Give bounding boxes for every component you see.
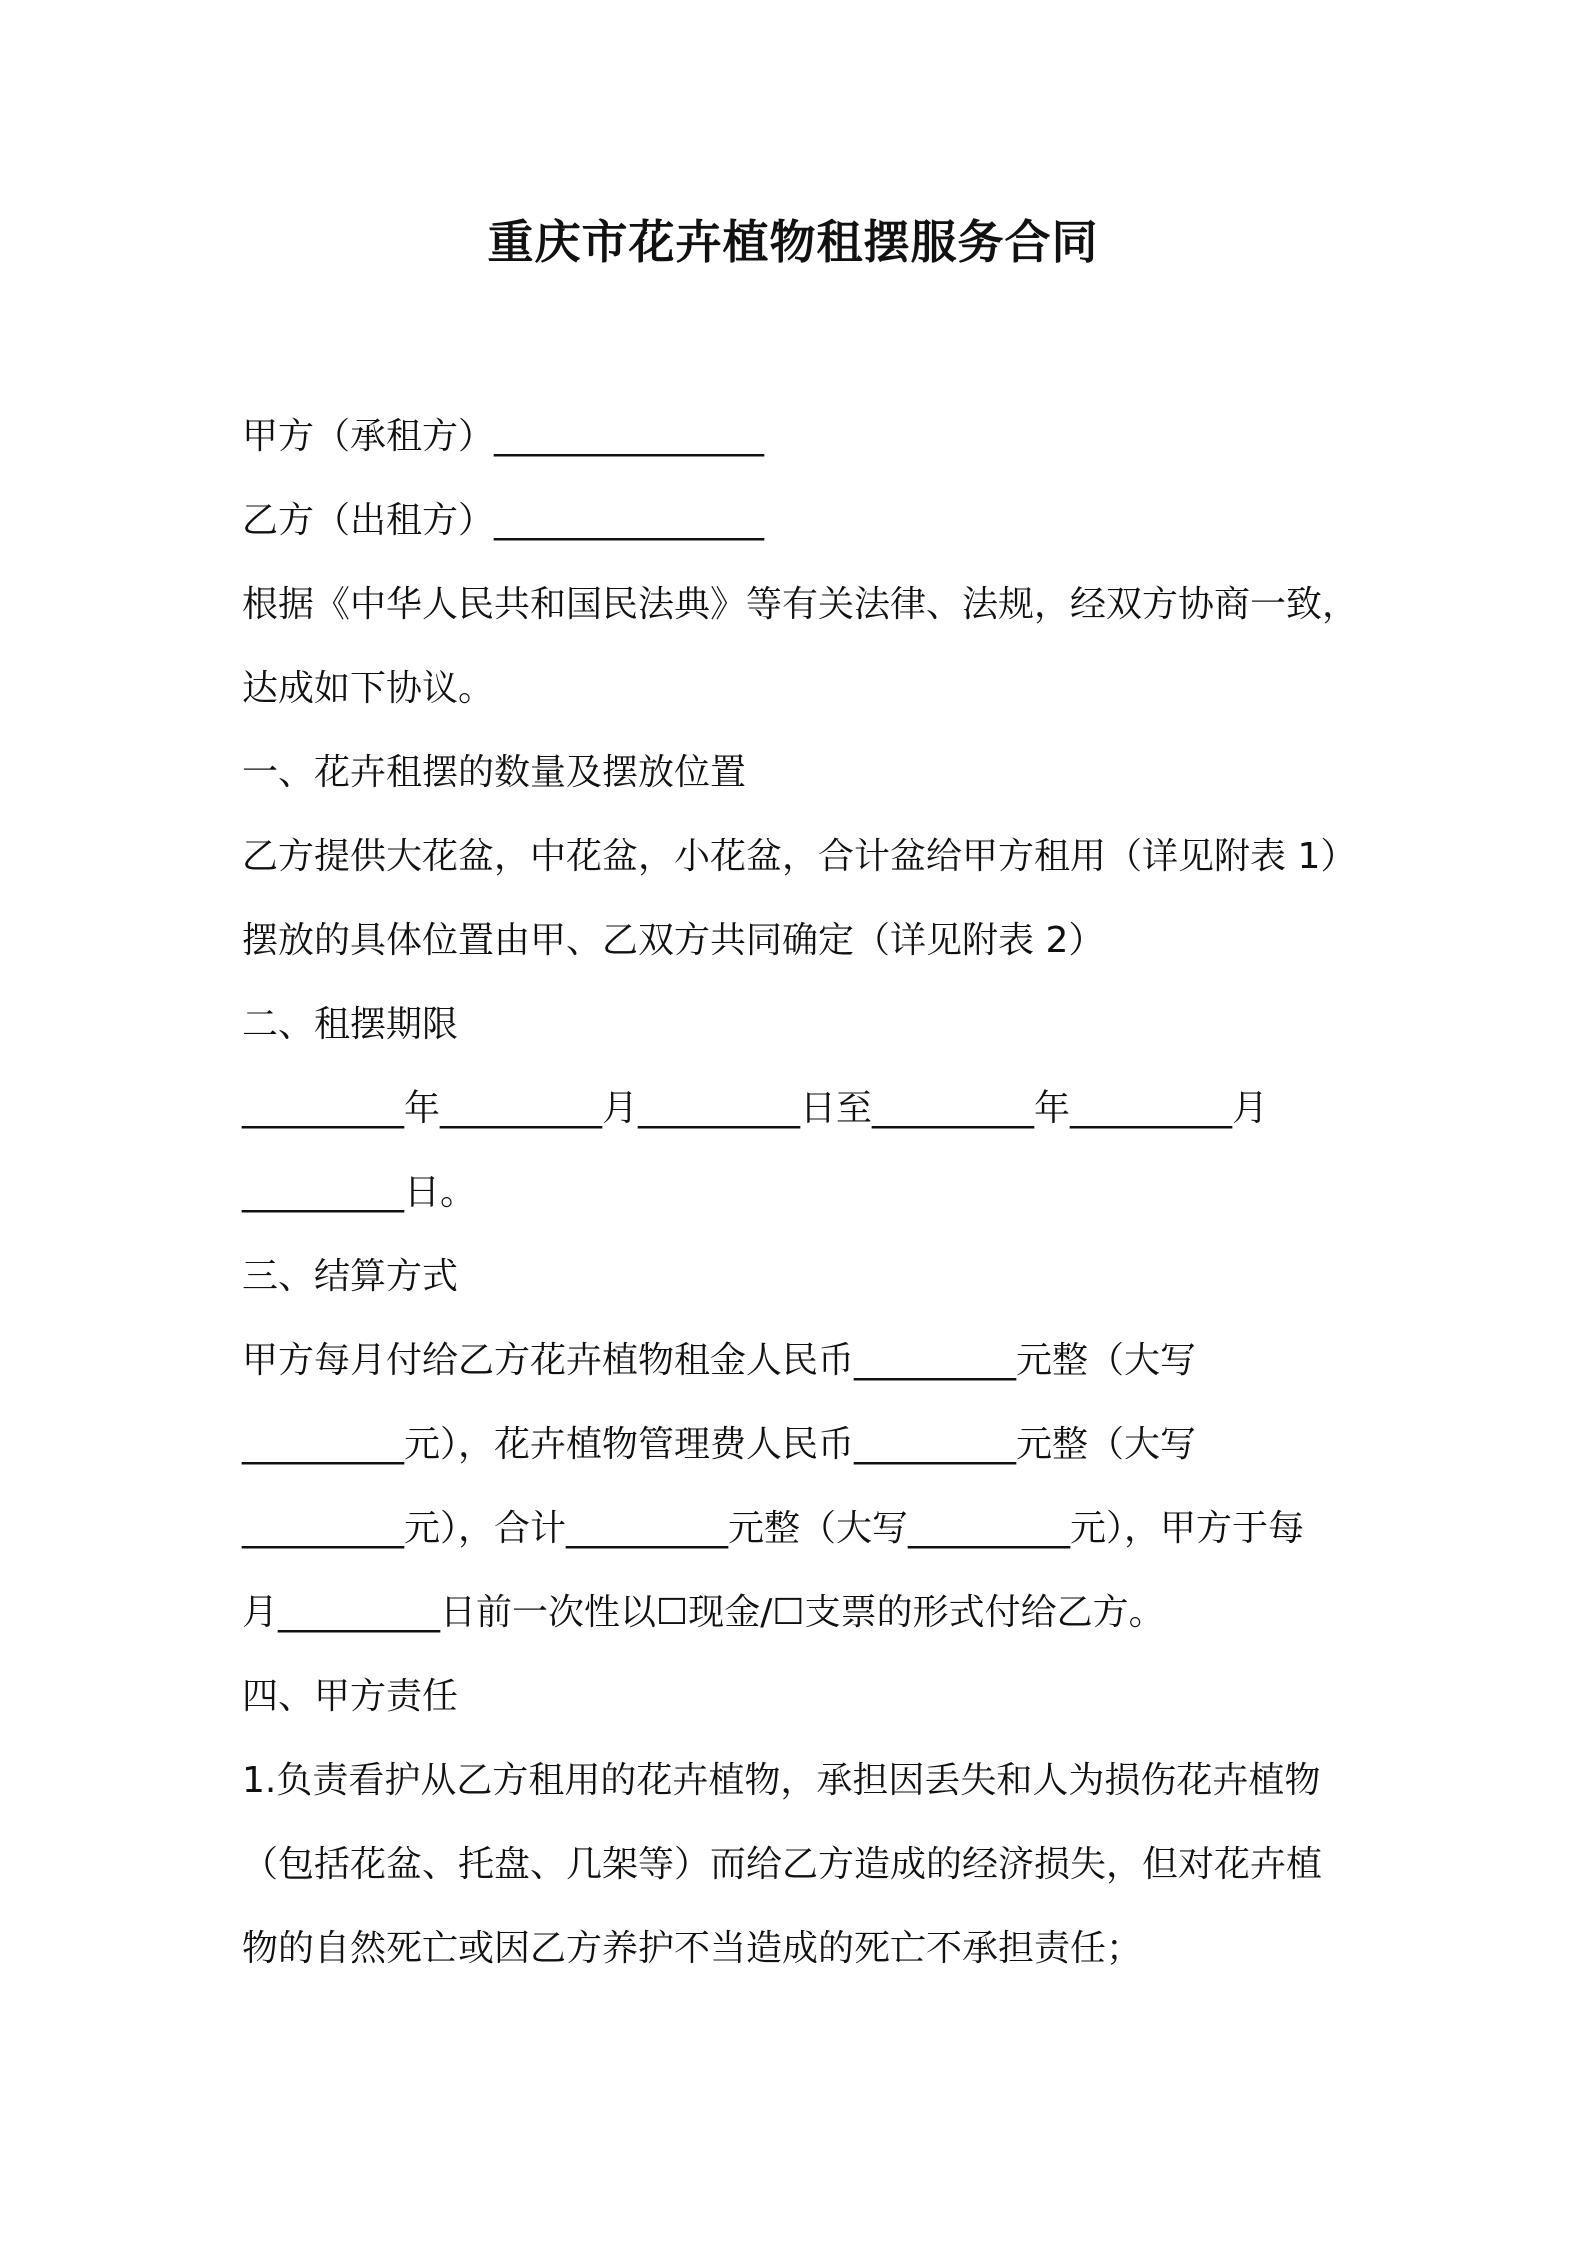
payment-line-2: _________元），花卉植物管理费人民币_________元整（大写 <box>242 1424 1197 1465</box>
party-a-line: 甲方（承租方）_______________ <box>242 416 765 457</box>
preamble-line-1: 根据《中华人民共和国民法典》等有关法律、法规，经双方协商一致， <box>242 584 1359 625</box>
payment-line-1: 甲方每月付给乙方花卉植物租金人民币_________元整（大写 <box>242 1340 1197 1381</box>
preamble-line-2: 达成如下协议。 <box>242 668 495 709</box>
clause-1-line-2: 摆放的具体位置由甲、乙双方共同确定（详见附表 2） <box>242 920 1105 961</box>
payment-line-3: _________元），合计_________元整（大写_________元），甲方于每 <box>242 1508 1305 1549</box>
section-heading-1: 一、花卉租摆的数量及摆放位置 <box>242 752 747 793</box>
document-title: 重庆市花卉植物租摆服务合同 <box>487 215 1099 269</box>
term-line-1: _________年_________月_________日至_________年_________月 <box>242 1088 1268 1129</box>
payment-line-4: 月_________日前一次性以☐现金/☐支票的形式付给乙方。 <box>242 1592 1165 1633</box>
duty-line-3: 物的自然死亡或因乙方养护不当造成的死亡不承担责任； <box>242 1928 1143 1969</box>
term-line-2: _________日。 <box>242 1172 477 1213</box>
clause-1-line-1: 乙方提供大花盆，中花盆，小花盆，合计盆给甲方租用（详见附表 1） <box>242 836 1357 877</box>
duty-line-1: 1.负责看护从乙方租用的花卉植物，承担因丢失和人为损伤花卉植物 <box>242 1760 1321 1801</box>
section-heading-4: 四、甲方责任 <box>242 1676 459 1717</box>
section-heading-3: 三、结算方式 <box>242 1256 459 1297</box>
section-heading-2: 二、租摆期限 <box>242 1004 459 1045</box>
party-b-line: 乙方（出租方）_______________ <box>242 500 765 541</box>
duty-line-2: （包括花盆、托盘、几架等）而给乙方造成的经济损失，但对花卉植 <box>242 1844 1323 1885</box>
